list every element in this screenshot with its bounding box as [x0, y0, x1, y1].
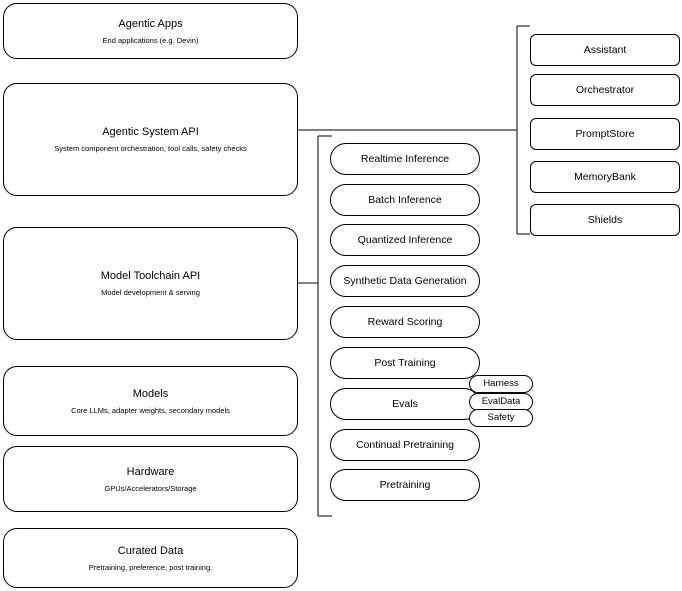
stack-layer-subtitle: Pretraining, preference, post training. [88, 562, 213, 572]
stack-layer-models[interactable] [3, 366, 298, 436]
toolchain-component-reward-scoring[interactable] [330, 306, 480, 338]
toolchain-component-realtime-inference[interactable] [330, 143, 480, 175]
component-title: EvalData [481, 396, 521, 407]
stack-layer-title: Models [132, 387, 169, 400]
stack-layer-title: Model Toolchain API [100, 270, 201, 282]
stack-layer-title: Agentic Apps [118, 17, 183, 30]
component-title: Quantized Inference [357, 234, 453, 246]
stack-layer-subtitle: Model development & serving [101, 288, 200, 297]
toolchain-component-evals[interactable] [330, 388, 480, 420]
component-title: Orchestrator [575, 84, 635, 96]
agentic-component-promptstore[interactable] [530, 118, 680, 150]
agentic-component-shields[interactable] [530, 204, 680, 236]
component-title: Harness [483, 378, 519, 389]
stack-layer-subtitle: End applications (e.g. Devin) [102, 35, 199, 45]
toolchain-component-continual-pretraining[interactable] [330, 429, 480, 461]
component-title: Continual Pretraining [355, 439, 455, 451]
stack-layer-title: Hardware [126, 465, 175, 478]
component-title: Realtime Inference [360, 153, 450, 165]
toolchain-component-synthetic-data-generation[interactable] [330, 265, 480, 297]
stack-layer-subtitle: System component orchestration, tool calls, safety checks [54, 144, 247, 153]
toolchain-component-post-training[interactable] [330, 347, 480, 379]
agentic-component-orchestrator[interactable] [530, 74, 680, 106]
component-title: Pretraining [379, 479, 431, 491]
component-title: Batch Inference [368, 194, 442, 206]
stack-layer-hardware[interactable] [3, 446, 298, 512]
stack-layer-model-toolchain-api[interactable] [3, 227, 298, 340]
component-title: Safety [487, 412, 515, 423]
stack-layer-subtitle: GPUs/Accelerators/Storage [104, 483, 197, 493]
stack-layer-agentic-system-api[interactable] [3, 83, 298, 196]
component-title: Assistant [583, 44, 627, 56]
stack-layer-title: Agentic System API [102, 126, 199, 138]
component-title: Evals [392, 398, 418, 410]
agentic-component-assistant[interactable] [530, 34, 680, 66]
component-title: PromptStore [575, 128, 635, 140]
toolchain-component-batch-inference[interactable] [330, 184, 480, 216]
stack-layer-agentic-apps[interactable] [3, 3, 298, 59]
stack-layer-curated-data[interactable] [3, 528, 298, 588]
evals-subcomponent-safety[interactable] [469, 409, 533, 427]
toolchain-component-quantized-inference[interactable] [330, 224, 480, 256]
component-title: Post Training [374, 357, 436, 369]
component-title: MemoryBank [574, 171, 636, 183]
agentic-component-memorybank[interactable] [530, 161, 680, 193]
component-title: Reward Scoring [367, 316, 443, 328]
stack-layer-subtitle: Core LLMs, adapter weights, secondary models [71, 405, 230, 415]
toolchain-component-pretraining[interactable] [330, 469, 480, 501]
component-title: Synthetic Data Generation [343, 275, 467, 287]
stack-layer-title: Curated Data [117, 544, 184, 557]
evals-subcomponent-harness[interactable] [469, 375, 533, 393]
component-title: Shields [587, 214, 623, 226]
